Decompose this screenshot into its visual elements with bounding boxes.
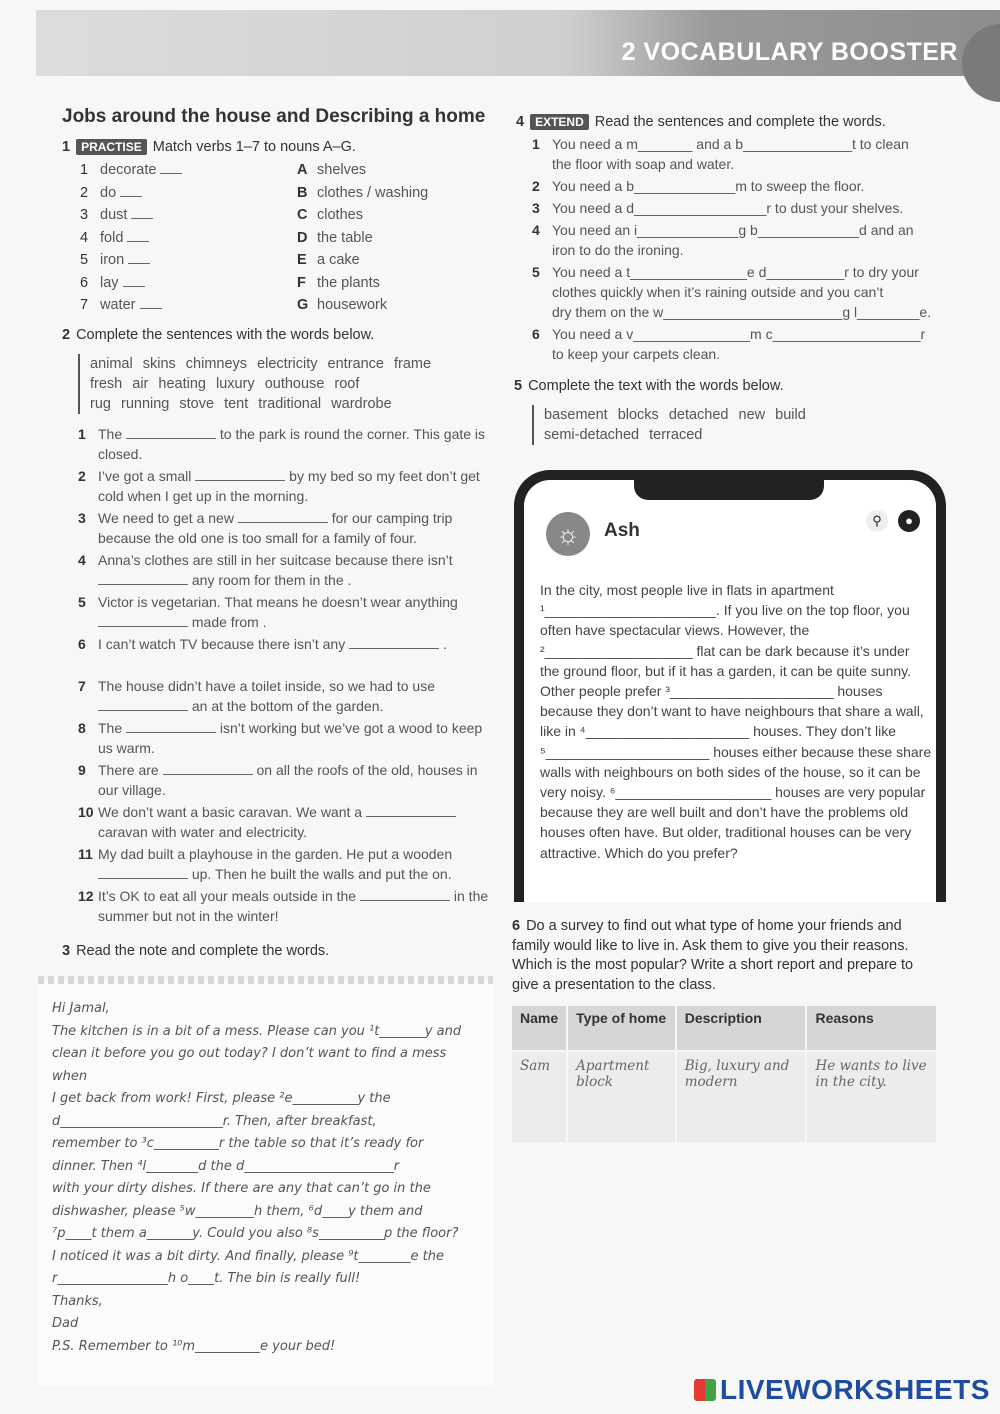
item-line: You need a b_____________m to sweep the floor. <box>552 178 865 194</box>
sentence-item <box>78 844 498 884</box>
extend-item[interactable] <box>532 220 942 260</box>
noun-item: A shelves <box>297 162 367 178</box>
sentence-number: 10 <box>78 804 94 820</box>
item-line: to keep your carpets clean. <box>552 346 721 362</box>
sentence-number: 3 <box>78 510 86 526</box>
header-decoration <box>962 24 1000 102</box>
col-reasons: Reasons <box>807 1006 936 1050</box>
note-line[interactable]: d_________________________r. Then, after breakfast, <box>52 1113 377 1129</box>
answer-blank[interactable] <box>131 207 153 219</box>
post-author: Ash <box>604 520 640 541</box>
noun-item: F the plants <box>297 274 380 291</box>
answer-blank[interactable] <box>98 615 188 627</box>
sentence-text: I can’t watch TV because there isn’t any <box>98 636 350 652</box>
item-line: You need a v_______________m c___________________r <box>552 326 926 342</box>
header-title: 2 VOCABULARY BOOSTER <box>621 38 958 66</box>
item-number: 5 <box>532 264 540 280</box>
answer-blank[interactable] <box>349 637 439 649</box>
ex1-instr-text: Match verbs 1–7 to nouns A–G. <box>152 139 356 155</box>
sentence-number: 8 <box>78 720 86 736</box>
sentence-text: to the park is round the corner. This <box>216 426 444 442</box>
item-line: clothes quickly when it’s raining outside and you can’t <box>552 284 884 300</box>
col-name: Name <box>512 1006 566 1050</box>
sentence-number: 4 <box>78 552 86 568</box>
sentence-text: on all the roofs of the old, <box>252 762 418 778</box>
answer-blank[interactable] <box>238 511 328 523</box>
sentence-text: . <box>262 614 267 630</box>
extend-tag: EXTEND <box>530 114 589 130</box>
note-line[interactable]: Dad <box>52 1316 79 1331</box>
sentence-text: caravan with <box>98 824 181 840</box>
verb-item: 3 dust <box>80 204 280 227</box>
note-line[interactable]: dinner. Then ⁴l________d the d_______________________r <box>52 1158 400 1174</box>
ex1-nouns <box>297 159 497 317</box>
ex1-number: 1 <box>62 139 71 155</box>
sentence-text: to keep us warm. <box>98 720 483 756</box>
table-row: Sam Apartment block Big, luxury and modern He wants to live in the city. <box>512 1052 936 1142</box>
answer-blank[interactable] <box>140 297 162 309</box>
verb-item: 2 do <box>80 182 280 205</box>
sentence-text: I’ve got a small <box>98 468 196 484</box>
note-line[interactable]: P.S. Remember to ¹⁰m__________e your bed! <box>52 1338 336 1354</box>
note-paper <box>38 980 493 1386</box>
note-line[interactable]: dishwasher, please ⁵w_________h them, ⁶d____y them and <box>52 1203 423 1219</box>
item-line: You need a t_______________e d__________r to dry your <box>552 264 919 280</box>
sentence-text: an <box>188 698 212 714</box>
liveworksheets-logo: LIVEWORKSHEETS <box>694 1374 990 1406</box>
item-number: 3 <box>532 200 540 216</box>
note-line[interactable]: Hi Jamal, <box>52 1001 110 1016</box>
item-line: You need a m_______ and a b______________t to clean <box>552 136 909 152</box>
note-torn-edge <box>38 976 493 984</box>
ex4-instruction: 4 EXTEND Read the sentences and complete the words. <box>516 114 886 130</box>
search-icon[interactable]: ⚲ <box>866 510 888 532</box>
sentence-text: get cold when I get up in the morning. <box>98 468 480 504</box>
extend-item[interactable] <box>532 324 942 364</box>
ex2-word-box: animal skins chimneys electricity entrance frame fresh air heating luxury outhouse roof rug running stove tent traditional wardrobe <box>78 354 498 414</box>
sentence-number: 11 <box>78 846 93 862</box>
col-type: Type of home <box>568 1006 675 1050</box>
sentence-number: 2 <box>78 468 86 484</box>
table-header <box>512 1006 936 1050</box>
ex1-instruction <box>62 139 356 155</box>
sentence-text: for our camping trip <box>327 510 453 526</box>
sentence-text: by my bed so my feet don’t <box>285 468 461 484</box>
sentence-item <box>78 886 498 926</box>
post-text: In the city, most people live in flats in apartment ¹______________________. If you live on the top floor, you often have spectacular views. However, the ²___________________ flat can be dark because it’s under the ground floor, but if it has a garden, it can be quite sunny. Other people prefer ³_____________________ houses because they don’t want to have neighbours that share a wall, like in ⁴_____________________ houses. They don’t like ⁵_____________________ houses either because these share walls with neighbours on both sides of the house, so it can be very noisy. ⁶____________________ houses are very popular because they are well built and don’t have the problems old houses often have. But older, traditional houses can be very attractive. Which do you prefer? <box>540 582 932 861</box>
sentence-number: 12 <box>78 888 94 904</box>
sentence-text: up. Then he built the walls and put the <box>188 866 433 882</box>
sentence-text: at the bottom of the garden. <box>211 698 384 714</box>
item-line: You need a d_________________r to dust your shelves. <box>552 200 904 216</box>
note-line[interactable]: r_________________h o____t. The bin is really full! <box>52 1271 361 1286</box>
answer-blank[interactable] <box>163 763 253 775</box>
sentence-text: Victor is vegetarian. That means he doesn’t wear anything <box>98 594 458 610</box>
sentence-number: 9 <box>78 762 86 778</box>
answer-blank[interactable] <box>128 252 150 264</box>
sentence-text: The <box>98 720 127 736</box>
note-line[interactable]: remember to ³c__________r the table so that it’s ready for <box>52 1136 424 1151</box>
sentence-item <box>78 424 498 464</box>
ex5-word-box: basement blocks detached new build semi-detached terraced <box>532 405 892 445</box>
sentence-number: 1 <box>78 426 86 442</box>
ex2-sentences <box>78 424 498 928</box>
answer-blank[interactable] <box>360 889 450 901</box>
verb-item: 7 water <box>80 294 280 317</box>
item-number: 6 <box>532 326 540 342</box>
sentence-number: 5 <box>78 594 86 610</box>
note-line[interactable]: with your dirty dishes. If there are any that can’t go in the <box>52 1181 431 1196</box>
noun-item: D the table <box>297 229 373 246</box>
extend-item[interactable] <box>532 198 942 218</box>
sentence-number: 7 <box>78 678 86 694</box>
answer-blank[interactable] <box>98 699 188 711</box>
sentence-text: We need to get a new <box>98 510 238 526</box>
answer-blank[interactable] <box>120 185 142 197</box>
practise-tag: PRACTISE <box>76 139 147 155</box>
answer-blank[interactable] <box>160 162 182 174</box>
sentence-text: isn’t working but we’ve got a wood <box>216 720 437 736</box>
noun-item: C clothes <box>297 207 363 223</box>
verb-item: 4 fold <box>80 227 280 250</box>
extend-item[interactable] <box>532 134 942 174</box>
item-line: the floor with soap and water. <box>552 156 735 172</box>
ex5-instruction: 5 Complete the text with the words below. <box>514 378 784 394</box>
note-line[interactable]: I noticed it was a bit dirty. And finally, please ⁹t________e the <box>52 1248 444 1264</box>
noun-item: G housework <box>297 297 388 313</box>
sentence-item <box>78 550 498 590</box>
note-line[interactable]: clean it before you go out today? I don’t want to find a mess when <box>52 1046 447 1084</box>
answer-blank[interactable] <box>98 867 188 879</box>
sentence-text: There are <box>98 762 163 778</box>
answer-blank[interactable] <box>127 230 149 242</box>
note-line[interactable]: The kitchen is in a bit of a mess. Please can you ¹t_______y and <box>52 1023 462 1039</box>
ex3-instruction: 3 Read the note and complete the words. <box>62 943 330 959</box>
item-line: dry them on the w_______________________g l________e. <box>552 304 932 320</box>
sentence-item <box>78 466 498 506</box>
sentence-item <box>78 634 498 674</box>
sentence-item <box>78 676 498 716</box>
sentence-text: . <box>439 636 447 652</box>
item-number: 2 <box>532 178 540 194</box>
verb-item: 6 lay <box>80 272 280 295</box>
answer-blank[interactable] <box>195 469 285 481</box>
answer-blank[interactable] <box>98 573 188 585</box>
ex4-items <box>532 134 942 366</box>
answer-blank[interactable] <box>366 805 456 817</box>
item-number: 4 <box>532 222 540 238</box>
sentence-item <box>78 508 498 548</box>
ex1-verbs <box>80 159 280 317</box>
sentence-text: The <box>98 426 127 442</box>
verb-item: 1 decorate <box>80 159 280 182</box>
noun-item: E a cake <box>297 252 360 268</box>
sentence-text: water and electricity. <box>180 824 308 840</box>
sun-avatar-icon: ☼ <box>546 512 590 556</box>
note-text <box>52 998 482 1358</box>
sentence-text: My dad built a playhouse in the garden. He put a wooden <box>98 846 453 862</box>
item-line: iron to do the ironing. <box>552 242 684 258</box>
verb-item: 5 iron <box>80 249 280 272</box>
chat-bubble-icon[interactable]: ● <box>898 510 920 532</box>
note-line[interactable]: I get back from work! First, please ²e__________y the <box>52 1091 391 1106</box>
sentence-text: because the old one is too small for a family of four. <box>98 530 418 546</box>
sentence-text: We don’t want a basic caravan. We want a <box>98 804 366 820</box>
phone-frame <box>514 470 946 902</box>
phone-notch <box>634 480 824 500</box>
sentence-text: The house didn’t have a toilet inside, so we had to use <box>98 678 435 694</box>
item-number: 1 <box>532 136 540 152</box>
sentence-text: made from <box>188 614 263 630</box>
ex2-instruction: 2 Complete the sentences with the words below. <box>62 327 375 343</box>
sentence-number: 6 <box>78 636 86 652</box>
sentence-text: any room for them in the <box>188 572 348 588</box>
sentence-item <box>78 592 498 632</box>
sentence-text: in the summer but not in the winter! <box>98 888 489 924</box>
sentence-item <box>78 802 498 842</box>
section-title: Jobs around the house and Describing a home <box>62 106 486 127</box>
sentence-text: It’s OK to eat all your meals outside in the <box>98 888 360 904</box>
sentence-item <box>78 760 498 800</box>
sentence-item <box>78 718 498 758</box>
extend-item[interactable] <box>532 262 942 322</box>
answer-blank[interactable] <box>123 275 145 287</box>
noun-item: B clothes / washing <box>297 184 429 201</box>
header-bar <box>36 10 1000 76</box>
survey-table <box>510 1004 938 1144</box>
answer-blank[interactable] <box>126 721 216 733</box>
ex6-instruction: 6 Do a survey to find out what type of home your friends and family would like to live in. Ask them to give you their reasons. Which is the most popular? Write a short report and prepare to give a presentation to the class. <box>512 918 914 993</box>
note-line[interactable]: Thanks, <box>52 1293 103 1309</box>
extend-item[interactable] <box>532 176 942 196</box>
item-line: You need an i_____________g b_____________d and an <box>552 222 914 238</box>
col-description: Description <box>677 1006 806 1050</box>
sentence-text: on. <box>432 866 452 882</box>
answer-blank[interactable] <box>126 427 216 439</box>
sentence-text: Anna’s clothes are still in her suitcase because there isn’t <box>98 552 453 568</box>
sentence-text: . <box>347 572 352 588</box>
sentence-text: houses in our village. <box>98 762 478 798</box>
note-line[interactable]: ⁷p____t them a_______y. Could you also ⁸s__________p the floor? <box>52 1226 459 1241</box>
brand-icon <box>694 1379 716 1401</box>
sentence-text: gate is closed. <box>98 426 486 462</box>
